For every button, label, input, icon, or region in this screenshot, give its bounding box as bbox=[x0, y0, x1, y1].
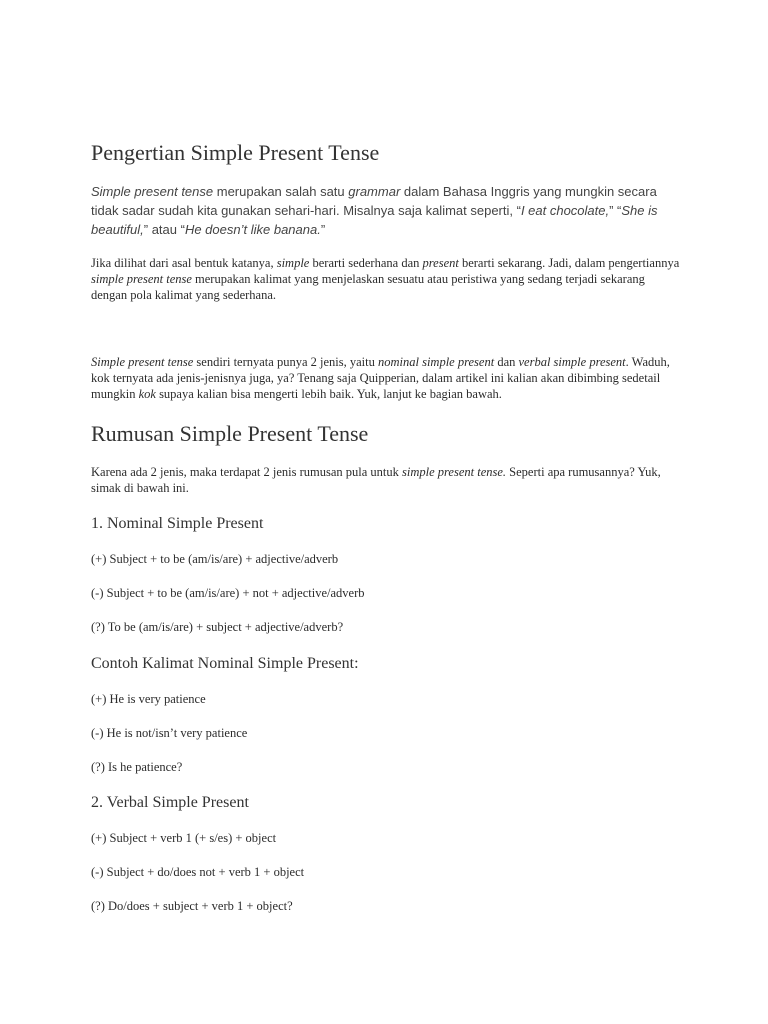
text-fragment: . Waduh, kok ternyata ada jenis-jenisnya juga, ya? Tenang saja Quipperian, dalam artikel ini kalian akan dibimbing sedetail mungkin bbox=[91, 355, 670, 401]
text-fragment: Karena ada 2 jenis, maka terdapat 2 jenis rumusan pula untuk bbox=[91, 465, 403, 479]
text-fragment: dalam Bahasa Inggris yang mungkin secara tidak sadar sudah kita gunakan sehari-hari. Misalnya saja kalimat seperti, “ bbox=[91, 184, 657, 218]
paragraph-types bbox=[91, 354, 681, 402]
text-fragment: berarti sekarang. Jadi, dalam pengertiannya bbox=[458, 256, 680, 270]
term-simple-present-tense: Simple present tense bbox=[91, 184, 214, 199]
formula-verbal-positive: (+) Subject + verb 1 (+ s/es) + object bbox=[91, 831, 277, 845]
text-fragment: ” atau “ bbox=[143, 222, 185, 237]
example-i-eat-chocolate: I eat chocolate, bbox=[520, 203, 610, 218]
text-fragment: ” bbox=[320, 222, 326, 237]
section-title-rumusan: Rumusan Simple Present Tense bbox=[91, 421, 369, 446]
heading-contoh-kalimat: Contoh Kalimat Nominal Simple Present: bbox=[91, 655, 359, 672]
formula-verbal-question: (?) Do/does + subject + verb 1 + object? bbox=[91, 899, 293, 913]
formula-verbal-negative: (-) Subject + do/does not + verb 1 + object bbox=[91, 865, 305, 879]
paragraph-etymology bbox=[91, 255, 681, 303]
heading-nominal-simple-present: 1. Nominal Simple Present bbox=[91, 515, 264, 532]
term-present: present bbox=[422, 256, 459, 270]
term-nominal-simple-present: nominal simple present bbox=[377, 355, 495, 369]
example-question: (?) Is he patience? bbox=[91, 760, 183, 774]
example-she-is-beautiful: She is beautiful, bbox=[91, 203, 658, 237]
text-fragment: sendiri ternyata punya 2 jenis, yaitu bbox=[193, 355, 378, 369]
term-grammar: grammar bbox=[348, 184, 401, 199]
formula-nominal-question: (?) To be (am/is/are) + subject + adjective/adverb? bbox=[91, 620, 344, 634]
term-kok: kok bbox=[138, 387, 156, 401]
text-fragment: merupakan salah satu bbox=[213, 184, 349, 199]
term-simple: simple bbox=[276, 256, 310, 270]
text-fragment: dan bbox=[494, 355, 519, 369]
text-fragment: ” “ bbox=[609, 203, 622, 218]
paragraph-rumusan-intro bbox=[91, 464, 681, 496]
example-positive: (+) He is very patience bbox=[91, 692, 206, 706]
text-fragment: supaya kalian bisa mengerti lebih baik. Yuk, lanjut ke bagian bawah. bbox=[155, 387, 502, 401]
heading-verbal-simple-present: 2. Verbal Simple Present bbox=[91, 794, 249, 811]
term-verbal-simple-present: verbal simple present bbox=[518, 355, 626, 369]
term-simple-present-tense: simple present tense bbox=[91, 272, 192, 286]
formula-nominal-negative: (-) Subject + to be (am/is/are) + not + adjective/adverb bbox=[91, 586, 365, 600]
term-simple-present-tense: Simple present tense bbox=[91, 355, 194, 369]
example-negative: (-) He is not/isn’t very patience bbox=[91, 726, 248, 740]
section-title-pengertian: Pengertian Simple Present Tense bbox=[91, 140, 380, 165]
paragraph-definition bbox=[91, 182, 681, 239]
example-he-doesnt-like-banana: He doesn’t like banana. bbox=[184, 222, 321, 237]
text-fragment: Jika dilihat dari asal bentuk katanya, bbox=[91, 256, 277, 270]
text-fragment: berarti sederhana dan bbox=[309, 256, 423, 270]
text-fragment: Seperti apa rumusannya? Yuk, simak di bawah ini. bbox=[91, 465, 661, 495]
text-fragment: merupakan kalimat yang menjelaskan sesuatu atau peristiwa yang sedang terjadi sekarang dengan pola kalimat yang sederhana. bbox=[91, 272, 645, 302]
term-simple-present-tense: simple present tense. bbox=[402, 465, 507, 479]
formula-nominal-positive: (+) Subject + to be (am/is/are) + adjective/adverb bbox=[91, 552, 339, 566]
